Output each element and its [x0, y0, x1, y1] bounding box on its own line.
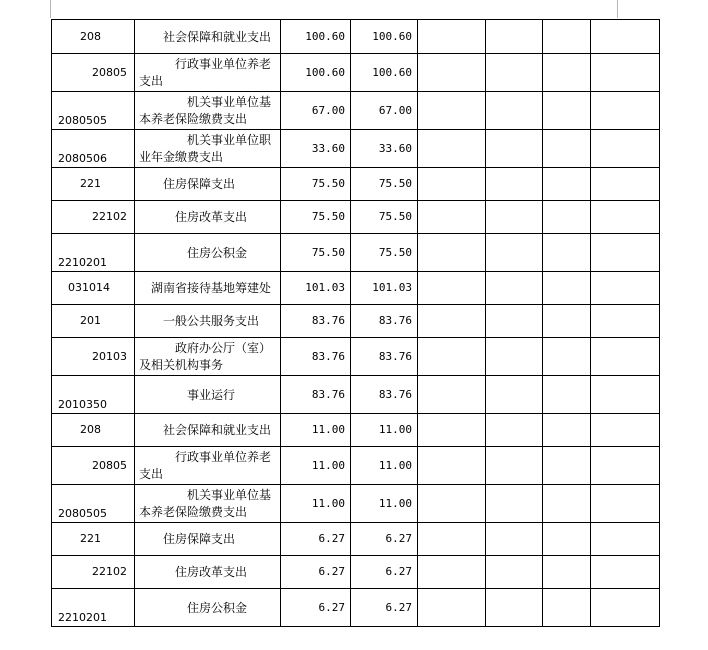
subject-name-cell [135, 338, 281, 376]
basic-amount: 11.00 [351, 485, 418, 523]
empty-cell [591, 168, 660, 201]
empty-cell [418, 234, 486, 272]
subject-code: 2080505 [58, 114, 107, 127]
subject-code: 221 [80, 532, 101, 545]
subject-name-cell [135, 168, 281, 201]
subject-name: 事业运行 [187, 387, 236, 402]
empty-cell [591, 485, 660, 523]
empty-cell [486, 20, 543, 54]
basic-amount: 6.27 [351, 523, 418, 556]
subject-code-cell [52, 130, 135, 168]
table-row [52, 338, 660, 376]
subject-name-cell [135, 376, 281, 414]
subject-name: 行政事业单位养老支出 [139, 56, 272, 88]
empty-cell [543, 376, 591, 414]
total-amount: 11.00 [281, 414, 351, 447]
budget-expenditure-table [51, 19, 660, 627]
table-row [52, 20, 660, 54]
empty-cell [591, 92, 660, 130]
subject-code: 2210201 [58, 256, 107, 269]
table-row [52, 168, 660, 201]
table-row [52, 92, 660, 130]
subject-name: 机关事业单位职业年金缴费支出 [139, 132, 272, 164]
empty-cell [591, 338, 660, 376]
empty-cell [591, 305, 660, 338]
table-row [52, 523, 660, 556]
subject-name-cell [135, 523, 281, 556]
empty-cell [486, 523, 543, 556]
empty-cell [543, 54, 591, 92]
total-amount: 75.50 [281, 168, 351, 201]
subject-name: 住房公积金 [187, 600, 248, 615]
subject-code: 208 [80, 29, 101, 43]
table-row [52, 376, 660, 414]
subject-code: 22102 [92, 210, 127, 223]
empty-cell [486, 447, 543, 485]
basic-amount: 6.27 [351, 589, 418, 627]
empty-cell [486, 130, 543, 168]
subject-name: 住房保障支出 [163, 532, 236, 546]
subject-name-cell [135, 20, 281, 54]
total-amount: 83.76 [281, 376, 351, 414]
empty-cell [591, 201, 660, 234]
subject-code-cell [52, 20, 135, 54]
empty-cell [543, 234, 591, 272]
subject-name: 行政事业单位养老支出 [139, 449, 272, 481]
subject-name: 社会保障和就业支出 [163, 29, 272, 44]
subject-name: 社会保障和就业支出 [163, 423, 272, 437]
basic-amount: 83.76 [351, 305, 418, 338]
empty-cell [486, 414, 543, 447]
total-amount: 11.00 [281, 485, 351, 523]
page-margin-mark-left [50, 0, 51, 18]
empty-cell [486, 376, 543, 414]
basic-amount: 75.50 [351, 168, 418, 201]
empty-cell [418, 168, 486, 201]
empty-cell [591, 272, 660, 305]
empty-cell [591, 376, 660, 414]
basic-amount: 100.60 [351, 20, 418, 54]
subject-code: 208 [80, 423, 101, 436]
table-row [52, 201, 660, 234]
total-amount: 11.00 [281, 447, 351, 485]
empty-cell [486, 272, 543, 305]
total-amount: 6.27 [281, 589, 351, 627]
empty-cell [486, 234, 543, 272]
total-amount: 33.60 [281, 130, 351, 168]
empty-cell [543, 92, 591, 130]
subject-code-cell [52, 234, 135, 272]
table-row [52, 234, 660, 272]
empty-cell [418, 376, 486, 414]
basic-amount: 11.00 [351, 414, 418, 447]
subject-name: 湖南省接待基地筹建处 [151, 281, 272, 295]
subject-code-cell [52, 168, 135, 201]
subject-code: 20103 [92, 349, 127, 363]
subject-code-cell [52, 201, 135, 234]
empty-cell [486, 92, 543, 130]
subject-name: 住房公积金 [187, 245, 248, 260]
subject-code-cell [52, 338, 135, 376]
subject-name-cell [135, 234, 281, 272]
table-row [52, 589, 660, 627]
empty-cell [418, 485, 486, 523]
empty-cell [486, 485, 543, 523]
empty-cell [543, 589, 591, 627]
basic-amount: 75.50 [351, 234, 418, 272]
subject-code-cell [52, 376, 135, 414]
total-amount: 6.27 [281, 556, 351, 589]
empty-cell [418, 523, 486, 556]
basic-amount: 33.60 [351, 130, 418, 168]
subject-name: 机关事业单位基本养老保险缴费支出 [139, 487, 272, 519]
empty-cell [543, 168, 591, 201]
empty-cell [418, 338, 486, 376]
basic-amount: 100.60 [351, 54, 418, 92]
subject-code: 2080506 [58, 152, 107, 165]
total-amount: 75.50 [281, 234, 351, 272]
subject-name-cell [135, 272, 281, 305]
empty-cell [543, 201, 591, 234]
subject-code: 2210201 [58, 611, 107, 624]
subject-code: 20805 [92, 458, 127, 472]
subject-code: 2080505 [58, 507, 107, 520]
subject-code-cell [52, 92, 135, 130]
subject-name-cell [135, 54, 281, 92]
empty-cell [591, 447, 660, 485]
subject-code: 20805 [92, 65, 127, 79]
subject-code-cell [52, 485, 135, 523]
page-margin-mark-right [617, 0, 618, 18]
empty-cell [418, 305, 486, 338]
basic-amount: 67.00 [351, 92, 418, 130]
subject-name-cell [135, 130, 281, 168]
empty-cell [591, 556, 660, 589]
empty-cell [418, 54, 486, 92]
empty-cell [418, 447, 486, 485]
basic-amount: 101.03 [351, 272, 418, 305]
subject-name: 机关事业单位基本养老保险缴费支出 [139, 94, 272, 126]
subject-name-cell [135, 92, 281, 130]
empty-cell [591, 414, 660, 447]
basic-amount: 83.76 [351, 376, 418, 414]
subject-code-cell [52, 589, 135, 627]
subject-code: 2010350 [58, 398, 107, 411]
empty-cell [543, 447, 591, 485]
table-row [52, 447, 660, 485]
subject-code: 201 [80, 314, 101, 327]
total-amount: 83.76 [281, 305, 351, 338]
basic-amount: 83.76 [351, 338, 418, 376]
subject-name: 住房改革支出 [175, 565, 248, 579]
empty-cell [486, 589, 543, 627]
table-row [52, 556, 660, 589]
subject-code-cell [52, 414, 135, 447]
total-amount: 67.00 [281, 92, 351, 130]
subject-code-cell [52, 305, 135, 338]
empty-cell [418, 589, 486, 627]
subject-code: 22102 [92, 565, 127, 578]
subject-name-cell [135, 485, 281, 523]
table-row [52, 130, 660, 168]
empty-cell [418, 20, 486, 54]
basic-amount: 75.50 [351, 201, 418, 234]
empty-cell [543, 556, 591, 589]
table-row [52, 54, 660, 92]
subject-name: 政府办公厅（室）及相关机构事务 [139, 340, 272, 372]
empty-cell [591, 589, 660, 627]
empty-cell [591, 54, 660, 92]
empty-cell [486, 338, 543, 376]
table-row [52, 305, 660, 338]
total-amount: 100.60 [281, 54, 351, 92]
empty-cell [418, 201, 486, 234]
empty-cell [591, 523, 660, 556]
empty-cell [486, 556, 543, 589]
empty-cell [591, 130, 660, 168]
empty-cell [486, 305, 543, 338]
table-row [52, 485, 660, 523]
empty-cell [543, 338, 591, 376]
subject-name-cell [135, 589, 281, 627]
subject-name-cell [135, 556, 281, 589]
total-amount: 6.27 [281, 523, 351, 556]
subject-code: 221 [80, 177, 101, 190]
subject-code-cell [52, 272, 135, 305]
empty-cell [486, 54, 543, 92]
subject-name-cell [135, 447, 281, 485]
subject-name-cell [135, 305, 281, 338]
empty-cell [486, 201, 543, 234]
total-amount: 101.03 [281, 272, 351, 305]
empty-cell [543, 305, 591, 338]
empty-cell [418, 130, 486, 168]
empty-cell [543, 20, 591, 54]
empty-cell [543, 414, 591, 447]
subject-name-cell [135, 201, 281, 234]
empty-cell [486, 168, 543, 201]
subject-name-cell [135, 414, 281, 447]
empty-cell [418, 414, 486, 447]
subject-code-cell [52, 556, 135, 589]
empty-cell [543, 272, 591, 305]
subject-name: 一般公共服务支出 [163, 314, 260, 328]
basic-amount: 11.00 [351, 447, 418, 485]
empty-cell [543, 130, 591, 168]
subject-code-cell [52, 54, 135, 92]
total-amount: 100.60 [281, 20, 351, 54]
subject-name: 住房改革支出 [175, 210, 248, 224]
subject-code: 031014 [68, 281, 110, 294]
subject-code-cell [52, 447, 135, 485]
basic-amount: 6.27 [351, 556, 418, 589]
empty-cell [418, 92, 486, 130]
empty-cell [543, 523, 591, 556]
total-amount: 75.50 [281, 201, 351, 234]
table-row [52, 414, 660, 447]
subject-name: 住房保障支出 [163, 177, 236, 191]
total-amount: 83.76 [281, 338, 351, 376]
empty-cell [591, 20, 660, 54]
empty-cell [543, 485, 591, 523]
empty-cell [591, 234, 660, 272]
empty-cell [418, 272, 486, 305]
empty-cell [418, 556, 486, 589]
subject-code-cell [52, 523, 135, 556]
table-row [52, 272, 660, 305]
